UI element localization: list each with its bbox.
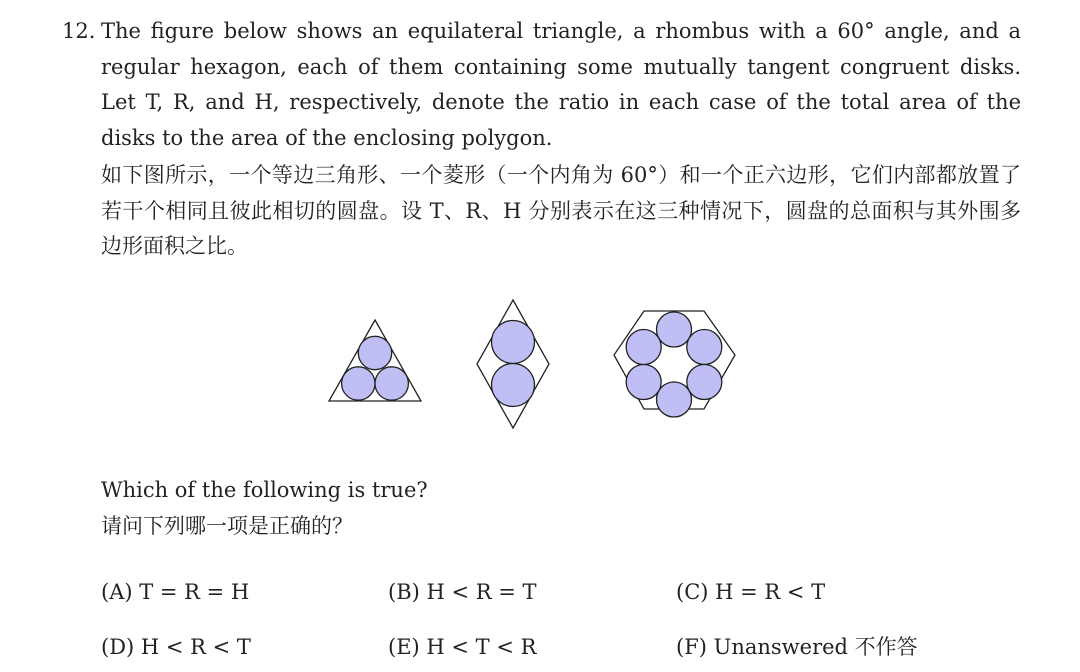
hexagon-disk	[687, 365, 722, 400]
question-text-english: The figure below shows an equilateral triangle, a rhombus with a 60° angle, and a regular hexagon, each of them containing some mutually tangent congruent disks. Let T, R, and H, respectively, denote the ratio in each case of the total area of the disks to the area of the enclosing polygon.	[101, 19, 1021, 150]
triangle-disk	[375, 367, 408, 400]
prompt-chinese: 请问下列哪一项是正确的？	[101, 514, 353, 538]
question-number: 12.	[62, 19, 96, 43]
hexagon-disk	[626, 330, 661, 365]
option-d[interactable]: (D) H < R < T	[101, 635, 251, 659]
hexagon-disk	[657, 312, 692, 347]
option-f[interactable]: (F) Unanswered 不作答	[676, 635, 918, 659]
triangle-figure	[329, 320, 421, 401]
option-b[interactable]: (B) H < R = T	[388, 580, 537, 604]
triangle-disk	[342, 367, 375, 400]
hexagon-disk	[626, 365, 661, 400]
question-text-chinese: 如下图所示，一个等边三角形、一个菱形（一个内角为 60°）和一个正六边形，它们内部都放置了若干个相同且彼此相切的圆盘。设 T、R、H 分别表示在这三种情况下，圆盘的总面积与其外围多边形面积之比。	[101, 163, 1021, 258]
rhombus-disk	[492, 364, 535, 407]
option-a[interactable]: (A) T = R = H	[101, 580, 250, 604]
prompt-english: Which of the following is true?	[101, 478, 428, 502]
hexagon-figure	[614, 311, 735, 417]
rhombus-disk	[492, 321, 535, 364]
hexagon-disk	[687, 330, 722, 365]
hexagon-disk	[657, 382, 692, 417]
option-e[interactable]: (E) H < T < R	[388, 635, 537, 659]
rhombus-figure	[477, 300, 549, 428]
triangle-disk	[358, 336, 391, 369]
option-c[interactable]: (C) H = R < T	[676, 580, 826, 604]
